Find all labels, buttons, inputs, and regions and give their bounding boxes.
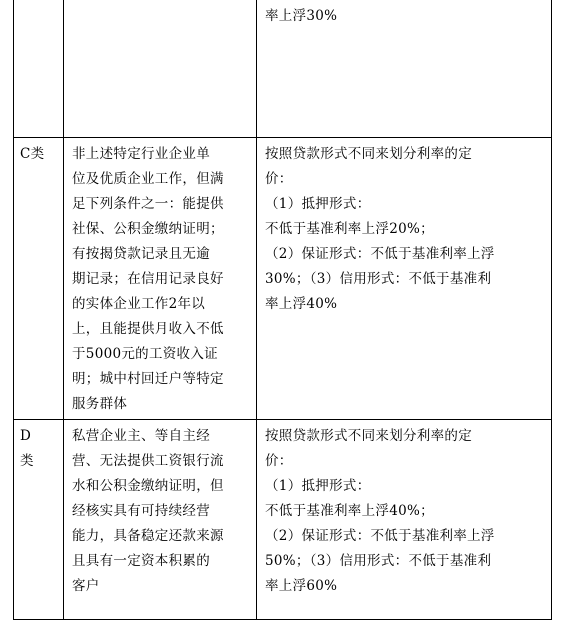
cell-text-line: （2）保证形式：不低于基准利率上浮 bbox=[265, 528, 495, 544]
cell-text-line: 率上浮60% bbox=[265, 578, 338, 594]
cell-text-line: 率上浮40% bbox=[265, 296, 338, 312]
cell-text-line: C类 bbox=[20, 146, 45, 162]
cell-text-line: 不低于基准利率上浮40%； bbox=[265, 503, 434, 519]
cell-text-line: 私营企业主、等自主经 bbox=[72, 428, 210, 444]
cell-text-line: 率上浮30% bbox=[265, 8, 338, 24]
rate-cell bbox=[257, 0, 552, 138]
cell-text-line: 水和公积金缴纳证明，但 bbox=[72, 478, 224, 494]
loan-rate-table bbox=[13, 0, 552, 620]
cell-text-line: 50%；（3）信用形式：不低于基准利 bbox=[265, 553, 492, 569]
rate-cell bbox=[257, 138, 552, 420]
cell-text-line: 客户 bbox=[72, 578, 100, 594]
cell-text-line: 类 bbox=[20, 453, 34, 469]
cell-text-line: 明；城中村回迁户等特定 bbox=[72, 371, 224, 387]
cell-text-line: （1）抵押形式： bbox=[265, 478, 371, 494]
cell-text-line: 按照贷款形式不同来划分利率的定 bbox=[265, 146, 472, 162]
cell-text-line: 的实体企业工作2年以 bbox=[72, 296, 206, 312]
condition-cell bbox=[64, 138, 257, 420]
cell-text-line: 按照贷款形式不同来划分利率的定 bbox=[265, 428, 472, 444]
rate-cell bbox=[257, 420, 552, 620]
cell-text-line: 能力，具备稳定还款来源 bbox=[72, 528, 224, 544]
cell-text-line: （1）抵押形式： bbox=[265, 196, 371, 212]
cell-text-line: 价： bbox=[265, 171, 293, 187]
cell-text-line: 有按揭贷款记录且无逾 bbox=[72, 246, 210, 262]
table-row bbox=[14, 0, 552, 138]
cell-text-line: 上，且能提供月收入不低 bbox=[72, 321, 224, 337]
cell-text-line: 服务群体 bbox=[72, 396, 128, 412]
cell-text-line: 不低于基准利率上浮20%； bbox=[265, 221, 434, 237]
condition-cell bbox=[64, 420, 257, 620]
cell-text-line: 30%；（3）信用形式：不低于基准利 bbox=[265, 271, 492, 287]
table-row bbox=[14, 420, 552, 620]
category-cell bbox=[14, 138, 64, 420]
cell-text-line: 经核实具有可持续经营 bbox=[72, 503, 210, 519]
cell-text-line: 足下列条件之一：能提供 bbox=[72, 196, 224, 212]
cell-text-line: 非上述特定行业企业单 bbox=[72, 146, 210, 162]
cell-text-line: 价： bbox=[265, 453, 293, 469]
cell-text-line: 期记录；在信用记录良好 bbox=[72, 271, 224, 287]
cell-text-line: 社保、公积金缴纳证明； bbox=[72, 221, 224, 237]
category-cell bbox=[14, 420, 64, 620]
table-row bbox=[14, 138, 552, 420]
category-cell bbox=[14, 0, 64, 138]
cell-text-line: 且具有一定资本积累的 bbox=[72, 553, 210, 569]
cell-text-line: （2）保证形式：不低于基准利率上浮 bbox=[265, 246, 495, 262]
cell-text-line: D bbox=[20, 428, 32, 444]
cell-text-line: 营、无法提供工资银行流 bbox=[72, 453, 224, 469]
condition-cell bbox=[64, 0, 257, 138]
cell-text-line: 于5000元的工资收入证 bbox=[72, 346, 218, 362]
cell-text-line: 位及优质企业工作，但满 bbox=[72, 171, 224, 187]
